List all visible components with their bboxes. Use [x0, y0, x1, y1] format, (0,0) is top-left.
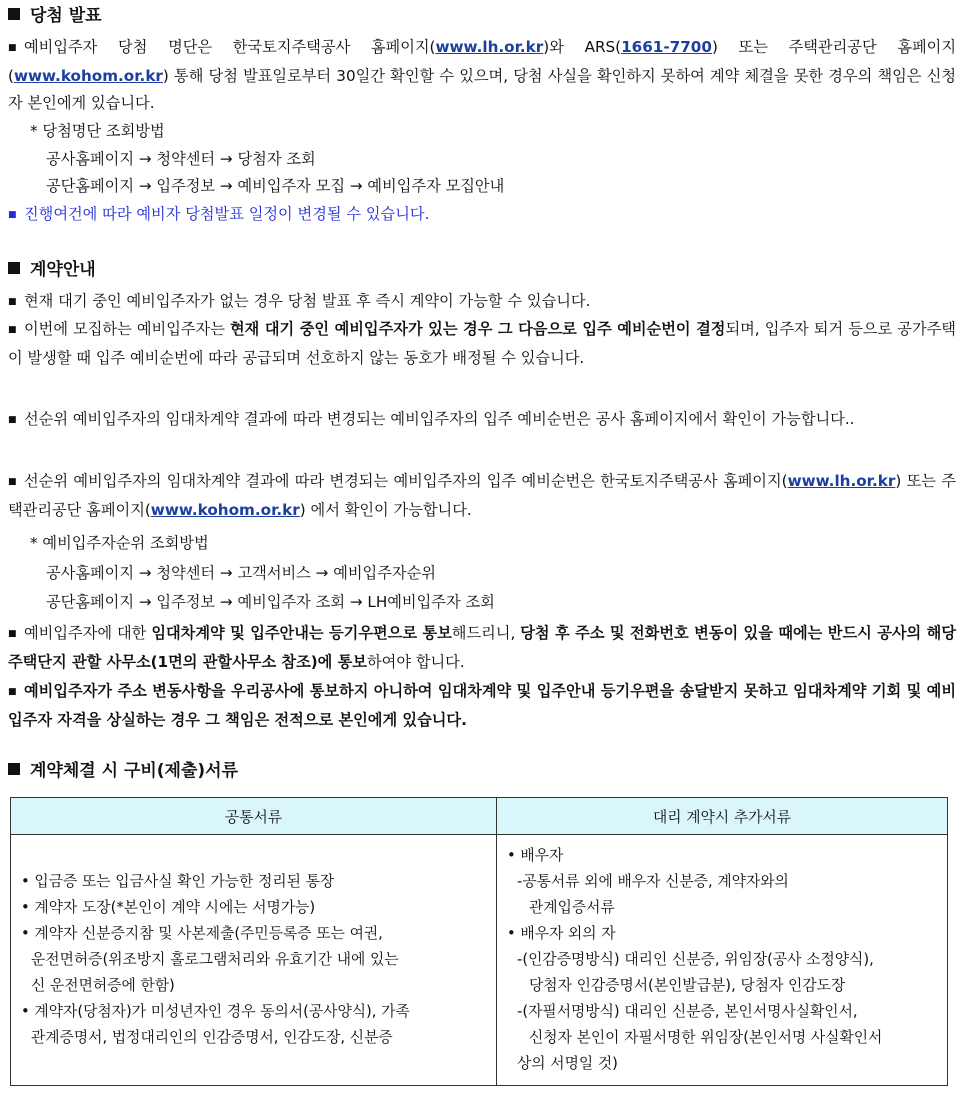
square-bullet-icon — [8, 763, 20, 775]
list-item: • 계약자 도장(*본인이 계약 시에는 서명가능) — [21, 899, 316, 916]
list-item: -(인감증명방식) 대리인 신분증, 위임장(공사 소정양식), — [517, 951, 874, 968]
contract-paragraph-4: ■ 선순위 예비입주자의 임대차계약 결과에 따라 변경되는 예비입주자의 입주 예비순번은 한국토지주택공사 홈페이지(www.lh.or.kr) 또는 주택관리공단 홈페이지(www.kohom.or.kr) 에서 확인이 가능합니다. — [8, 468, 956, 524]
list-item: • 계약자(당첨자)가 미성년자인 경우 동의서(공사양식), 가족 — [21, 1003, 410, 1020]
proxy-documents-header: 대리 계약시 추가서류 — [497, 798, 948, 835]
bullet-icon: ■ — [8, 415, 17, 425]
section-heading-documents: 계약체결 시 구비(제출)서류 — [8, 760, 238, 782]
kohom-website-link[interactable]: www.kohom.or.kr — [13, 66, 163, 85]
bullet-icon: ■ — [8, 325, 17, 335]
bullet-icon: ■ — [8, 687, 17, 697]
square-bullet-icon — [8, 8, 20, 20]
waitlist-path-kohom: 공단홈페이지 → 입주정보 → 예비입주자 조회 → LH예비입주자 조회 — [46, 593, 495, 611]
lookup-method-title: * 당첨명단 조회방법 — [30, 122, 165, 140]
contract-paragraph-1: ■ 현재 대기 중인 예비입주자가 없는 경우 당첨 발표 후 즉시 계약이 가능할 수 있습니다. — [8, 288, 956, 317]
bullet-icon: ■ — [8, 477, 17, 487]
lh-website-link[interactable]: www.lh.or.kr — [435, 38, 544, 56]
list-item: 신 운전면허증에 한함) — [31, 977, 175, 994]
list-item: 신청자 본인이 자필서명한 위임장(본인서명 사실확인서 — [529, 1029, 883, 1046]
announcement-paragraph: ■ 예비입주자 당첨 명단은 한국토지주택공사 홈페이지(www.lh.or.kr)와 ARS(1661-7700) 또는 주택관리공단 홈페이지(www.kohom.or.kr) 통해 당첨 발표일로부터 30일간 확인할 수 있으며, 당첨 사실을 확인하지 못하여 계약 체결을 못한 경우의 책임은 신청자 본인에게 있습니다. — [8, 34, 956, 118]
waitlist-path-lh: 공사홈페이지 → 청약센터 → 고객서비스 → 예비입주자순위 — [46, 564, 436, 582]
bullet-icon: ■ — [8, 43, 17, 53]
schedule-change-notice: ■ 진행여건에 따라 예비자 당첨발표 일정이 변경될 수 있습니다. — [8, 201, 429, 230]
contract-paragraph-6: ■ 예비입주자가 주소 변동사항을 우리공사에 통보하지 아니하여 임대차계약 및 입주안내 등기우편을 송달받지 못하고 임대차계약 기회 및 예비입주자 자격을 상실하는 경우 그 책임은 전적으로 본인에게 있습니다. — [8, 678, 956, 734]
square-bullet-icon — [8, 262, 20, 274]
bullet-icon: ■ — [8, 629, 17, 639]
lookup-path-lh: 공사홈페이지 → 청약센터 → 당첨자 조회 — [46, 150, 316, 168]
lh-website-link[interactable]: www.lh.or.kr — [787, 472, 896, 490]
lookup-path-kohom: 공단홈페이지 → 입주정보 → 예비입주자 모집 → 예비입주자 모집안내 — [46, 177, 505, 195]
waitlist-method-title: * 예비입주자순위 조회방법 — [30, 534, 209, 552]
contract-paragraph-2: ■ 이번에 모집하는 예비입주자는 현재 대기 중인 예비입주자가 있는 경우 그 다음으로 입주 예비순번이 결정되며, 입주자 퇴거 등으로 공가주택이 발생할 때 입주 예비순번에 따라 공급되며 선호하지 않는 동호가 배정될 수 있습니다. — [8, 316, 956, 372]
list-item: • 배우자 외의 자 — [507, 925, 616, 942]
list-item: -(자필서명방식) 대리인 신분증, 본인서명사실확인서, — [517, 1003, 858, 1020]
section-heading-contract: 계약안내 — [8, 259, 96, 281]
kohom-website-link[interactable]: www.kohom.or.kr — [150, 500, 300, 519]
required-documents-table — [10, 797, 948, 1086]
list-item: 당첨자 인감증명서(본인발급분), 당첨자 인감도장 — [529, 977, 846, 994]
list-item: -공통서류 외에 배우자 신분증, 계약자와의 — [517, 873, 789, 890]
list-item: 운전면허증(위조방지 홀로그램처리와 유효기간 내에 있는 — [31, 951, 399, 968]
list-item: 관계증명서, 법정대리인의 인감증명서, 인감도장, 신분증 — [31, 1029, 393, 1046]
section-heading-announcement: 당첨 발표 — [8, 5, 102, 27]
contract-paragraph-5: ■ 예비입주자에 대한 임대차계약 및 입주안내는 등기우편으로 통보해드리니, 당첨 후 주소 및 전화번호 변동이 있을 때에는 반드시 공사의 해당 주택단지 관할 사무소(1면의 관할사무소 참조)에 통보하여야 합니다. — [8, 620, 956, 676]
contract-paragraph-3: ■ 선순위 예비입주자의 임대차계약 결과에 따라 변경되는 예비입주자의 입주 예비순번은 공사 홈페이지에서 확인이 가능합니다.. — [8, 406, 956, 435]
list-item: 상의 서명일 것) — [517, 1055, 618, 1072]
bullet-icon: ■ — [8, 297, 17, 307]
list-item: • 입금증 또는 입금사실 확인 가능한 정리된 통장 — [21, 873, 335, 890]
list-item: 관계입증서류 — [529, 899, 615, 916]
list-item: • 배우자 — [507, 847, 564, 864]
proxy-documents-cell — [497, 835, 948, 1086]
bullet-icon: ■ — [8, 210, 17, 220]
ars-phone-number: 1661-7700 — [621, 38, 712, 56]
list-item: • 계약자 신분증지참 및 사본제출(주민등록증 또는 여권, — [21, 925, 383, 942]
common-documents-header: 공통서류 — [11, 798, 497, 835]
common-documents-cell — [11, 835, 497, 1086]
